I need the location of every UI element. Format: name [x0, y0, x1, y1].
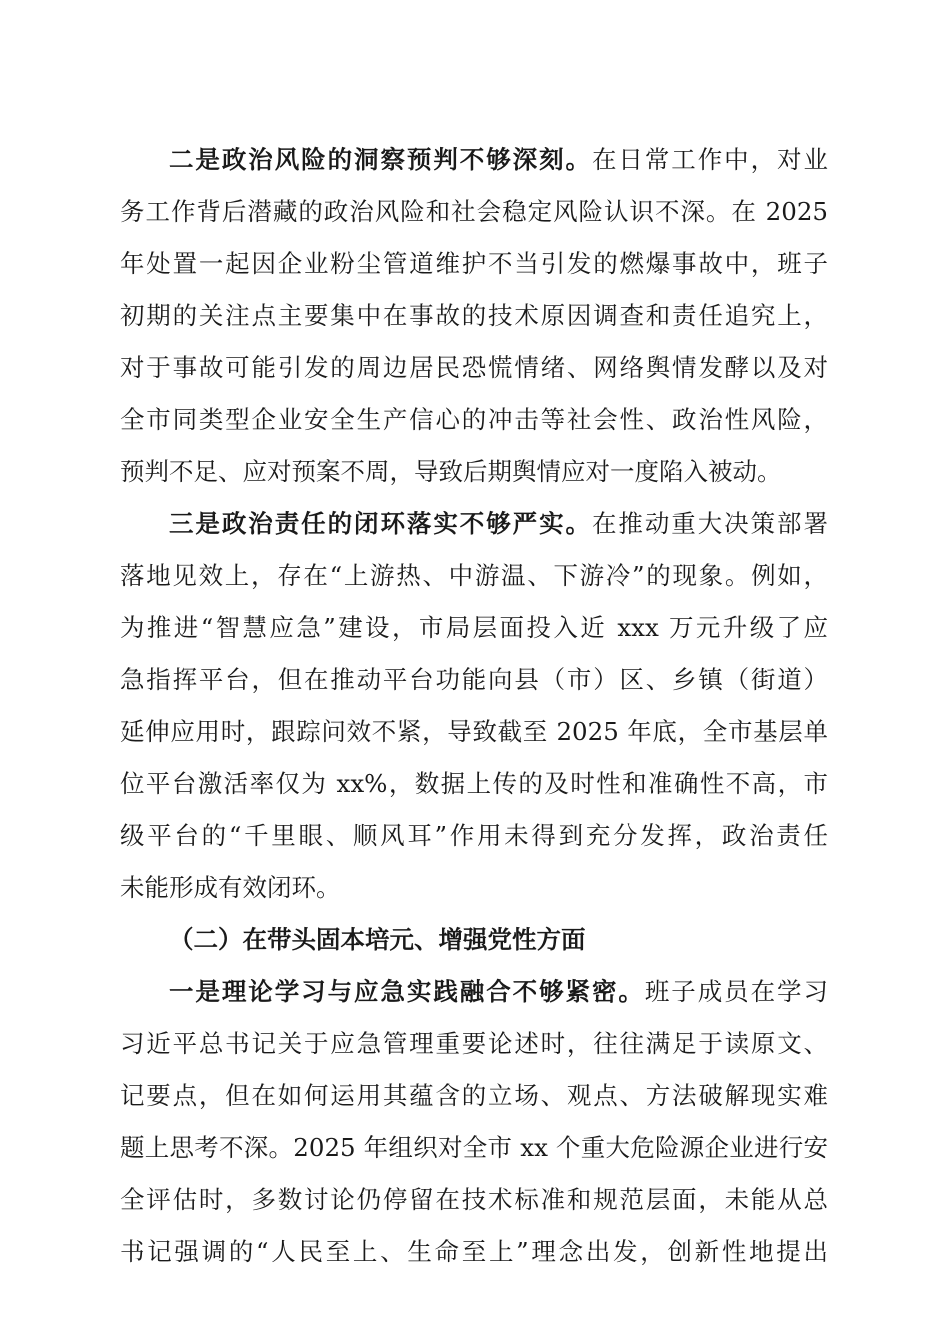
paragraph-line: 初期的关注点主要集中在事故的技术原因调查和责任追究上， [120, 301, 828, 330]
paragraph-line: 落地见效上，存在“上游热、中游温、下游冷”的现象。例如， [120, 561, 828, 590]
paragraph-line: 习近平总书记关于应急管理重要论述时，往往满足于读原文、 [120, 1029, 828, 1058]
section-heading: （二）在带头固本培元、增强党性方面 [169, 925, 586, 954]
paragraph-lead: 一是理论学习与应急实践融合不够紧密。 [169, 977, 645, 1006]
paragraph-line: 记要点，但在如何运用其蕴含的立场、观点、方法破解现实难 [120, 1081, 828, 1110]
paragraph-line: 书记强调的“人民至上、生命至上”理念出发，创新性地提出 [120, 1237, 828, 1266]
document-body [120, 134, 828, 1278]
paragraph-line: 急指挥平台，但在推动平台功能向县（市）区、乡镇（街道） [120, 665, 828, 694]
paragraph-text: 在日常工作中，对业 [592, 145, 828, 174]
paragraph-line [120, 966, 828, 1018]
paragraph-line [120, 498, 828, 550]
paragraph-line: 级平台的“千里眼、顺风耳”作用未得到充分发挥，政治责任 [120, 821, 828, 850]
paragraph-line: 务工作背后潜藏的政治风险和社会稳定风险认识不深。在 2025 [120, 197, 828, 226]
paragraph-line: 年处置一起因企业粉尘管道维护不当引发的燃爆事故中，班子 [120, 249, 828, 278]
paragraph-line: 预判不足、应对预案不周，导致后期舆情应对一度陷入被动。 [120, 457, 782, 486]
paragraph-line: 题上思考不深。2025 年组织对全市 xx 个重大危险源企业进行安 [120, 1133, 828, 1162]
paragraph-line: 为推进“智慧应急”建设，市局层面投入近 xxx 万元升级了应 [120, 613, 828, 642]
paragraph-text: 在推动重大决策部署 [592, 509, 828, 538]
paragraph-line: 未能形成有效闭环。 [120, 873, 341, 902]
paragraph-lead: 二是政治风险的洞察预判不够深刻。 [169, 145, 592, 174]
paragraph-text: 班子成员在学习 [644, 977, 828, 1006]
paragraph-line: 对于事故可能引发的周边居民恐慌情绪、网络舆情发酵以及对 [120, 353, 828, 382]
paragraph-political-risk [120, 134, 828, 498]
paragraph-line [120, 134, 828, 186]
paragraph-line: 全评估时，多数讨论仍停留在技术标准和规范层面，未能从总 [120, 1185, 828, 1214]
paragraph-line: 位平台激活率仅为 xx%，数据上传的及时性和准确性不高，市 [120, 769, 828, 798]
paragraph-lead: 三是政治责任的闭环落实不够严实。 [169, 509, 592, 538]
paragraph-political-responsibility [120, 498, 828, 914]
paragraph-line: 延伸应用时，跟踪问效不紧，导致截至 2025 年底，全市基层单 [120, 717, 828, 746]
paragraph-line: 全市同类型企业安全生产信心的冲击等社会性、政治性风险， [120, 405, 828, 434]
paragraph-theory-practice [120, 966, 828, 1278]
